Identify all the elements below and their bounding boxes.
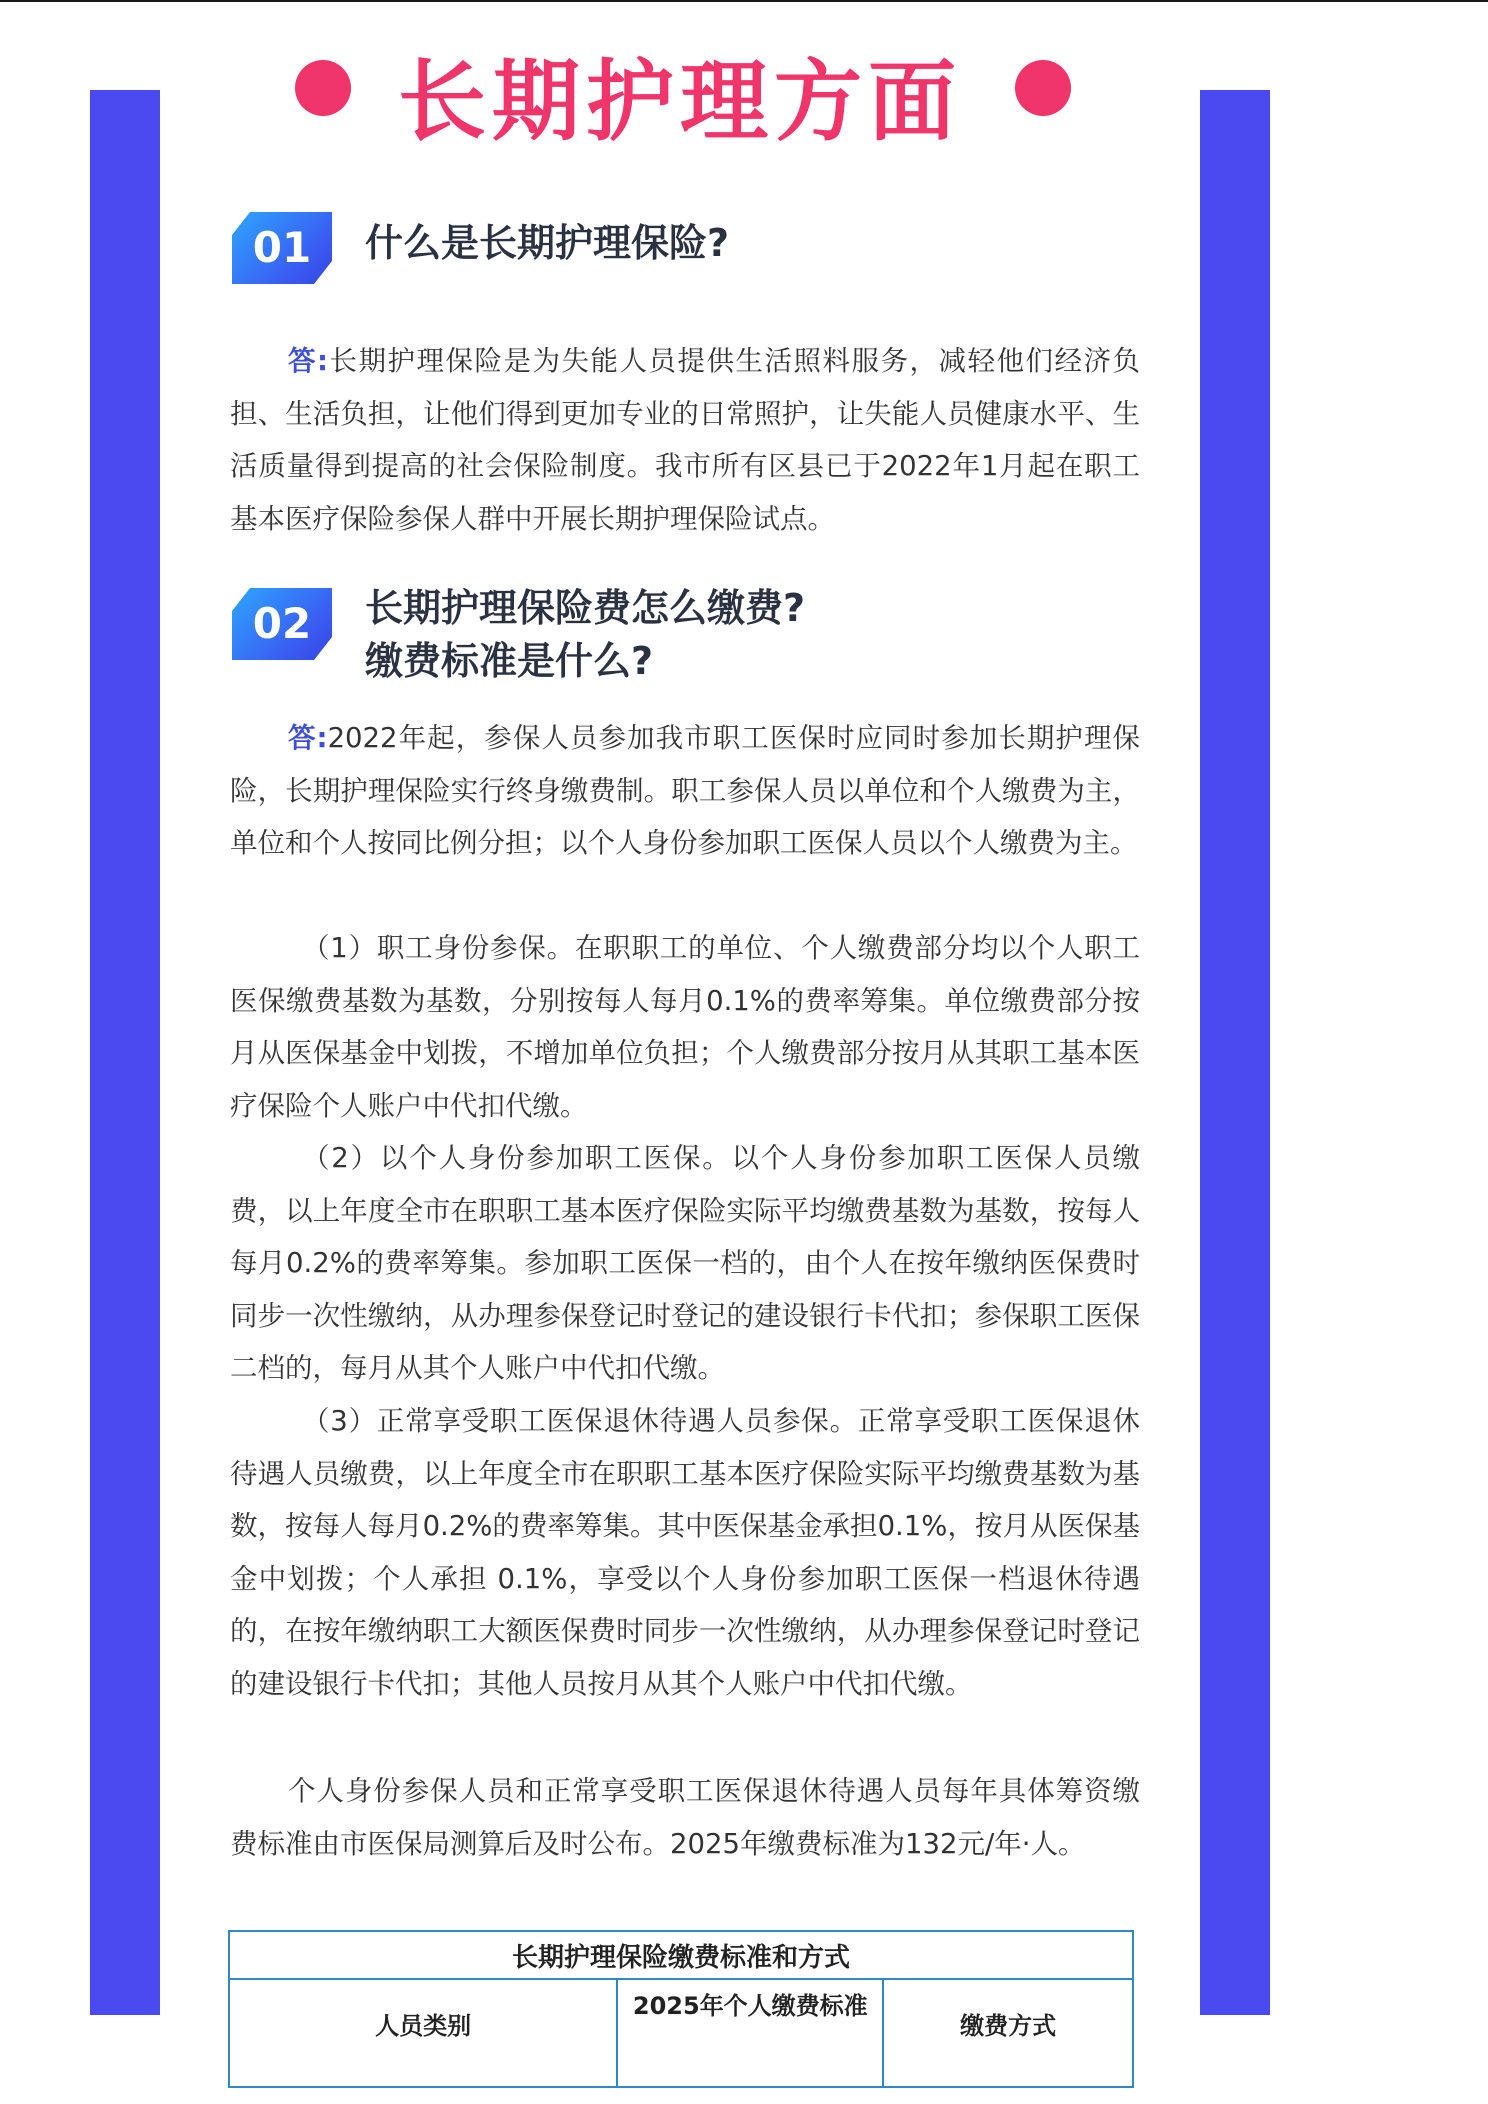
answer-paragraph-02 (230, 712, 1140, 870)
fee-item-1-paragraph: （1）职工身份参保。在职职工的单位、个人缴费部分均以个人职工医保缴费基数为基数，分别按每人每月0.1%的费率筹集。单位缴费部分按月从医保基金中划拨，不增加单位负担；个人缴费部分按月从其职工基本医疗保险个人账户中代扣代缴。 (230, 932, 1140, 1122)
answer-label-01: 答: (288, 345, 328, 377)
fee-standard-table (228, 1930, 1134, 2088)
document-card (160, 50, 1200, 2040)
answer-paragraph-01 (230, 335, 1140, 545)
section-banner-title: 长期护理方面 (397, 50, 962, 153)
fee-item-3-paragraph: （3）正常享受职工医保退休待遇人员参保。正常享受职工医保退休待遇人员缴费，以上年度全市在职职工基本医疗保险实际平均缴费基数为基数，按每人每月0.2%的费率筹集。其中医保基金承担0.1%，按月从医保基金中划拨；个人承担 0.1%，享受以个人身份参加职工医保一档退休待遇的，在按年缴纳职工大额医保费时同步一次性缴纳，从办理参保登记时登记的建设银行卡代扣；其他人员按月从其个人账户中代扣代缴。 (230, 1405, 1140, 1700)
answer-label-02: 答: (288, 722, 328, 754)
fee-table-caption: 长期护理保险缴费标准和方式 (229, 1931, 1133, 1979)
question-title-02-line2: 缴费标准是什么? (365, 639, 654, 683)
question-title-02-line1: 长期护理保险费怎么缴费? (365, 586, 806, 630)
fee-table-header-standard: 2025年个人缴费标准 (617, 1979, 883, 2087)
fee-standard-closing-paragraph: 个人身份参保人员和正常享受职工医保退休待遇人员每年具体筹资缴费标准由市医保局测算后及时公布。2025年缴费标准为132元/年·人。 (230, 1775, 1140, 1860)
fee-table-header-category: 人员类别 (229, 1979, 617, 2087)
answer-text-02: 2022年起，参保人员参加我市职工医保时应同时参加长期护理保险，长期护理保险实行终身缴费制。职工参保人员以单位和个人缴费为主，单位和个人按同比例分担；以个人身份参加职工医保人员以个人缴费为主。 (230, 722, 1141, 859)
question-number-01: 01 (252, 223, 312, 272)
question-number-02: 02 (252, 599, 312, 648)
page-top-border (0, 0, 1488, 2)
fee-item-2-paragraph: （2）以个人身份参加职工医保。以个人身份参加职工医保人员缴费，以上年度全市在职职工基本医疗保险实际平均缴费基数为基数，按每人每月0.2%的费率筹集。参加职工医保一档的，由个人在按年缴纳医保费时同步一次性缴纳，从办理参保登记时登记的建设银行卡代扣；参保职工医保二档的，每月从其个人账户中代扣代缴。 (230, 1142, 1140, 1384)
answer-text-01: 长期护理保险是为失能人员提供生活照料服务，减轻他们经济负担、生活负担，让他们得到更加专业的日常照护，让失能人员健康水平、生活质量得到提高的社会保险制度。我市所有区县已于2022年1月起在职工基本医疗保险参保人群中开展长期护理保险试点。 (230, 345, 1140, 535)
fee-table-header-method: 缴费方式 (883, 1979, 1133, 2087)
question-title-01: 什么是长期护理保险? (365, 221, 730, 265)
